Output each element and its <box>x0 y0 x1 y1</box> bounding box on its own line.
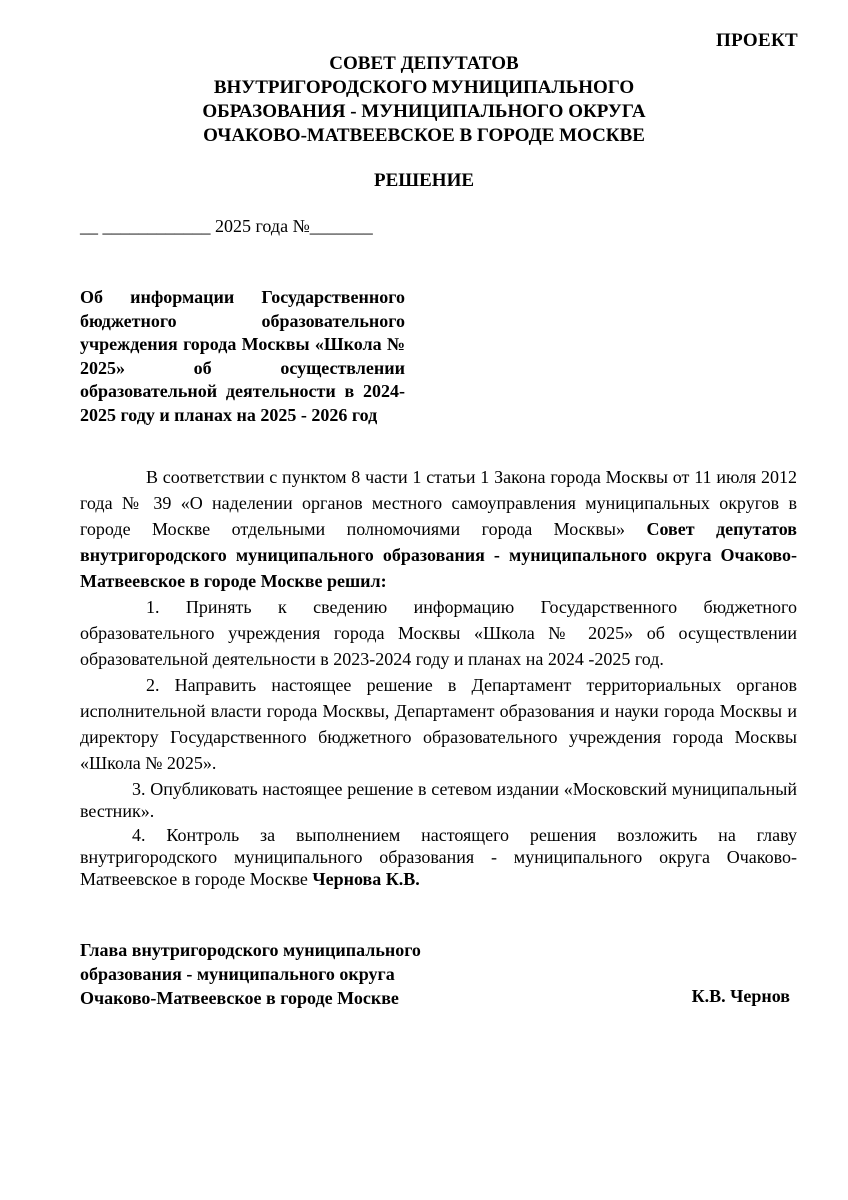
draft-stamp: ПРОЕКТ <box>716 30 798 51</box>
responsible-person: Чернова К.В. <box>312 869 420 889</box>
organization-line: ОЧАКОВО-МАТВЕЕВСКОЕ В ГОРОДЕ МОСКВЕ <box>203 125 645 146</box>
organization-line: ОБРАЗОВАНИЯ - МУНИЦИПАЛЬНОГО ОКРУГА <box>202 101 646 122</box>
preamble-paragraph <box>80 464 797 594</box>
date-number-line: __ ____________ 2025 года №_______ <box>80 216 373 236</box>
organization-header <box>0 52 848 148</box>
decision-body <box>80 464 797 890</box>
organization-line: СОВЕТ ДЕПУТАТОВ <box>329 53 519 74</box>
decision-item-4 <box>80 824 797 890</box>
organization-line: ВНУТРИГОРОДСКОГО МУНИЦИПАЛЬНОГО <box>213 77 635 98</box>
signature-title-line: образования - муниципального округа <box>80 964 395 984</box>
preamble-resolution: Совет депутатов внутригородского муниципального образования - муниципального округа Очаково-Матвеевское в городе Москве решил: <box>80 519 797 591</box>
signature-block <box>80 938 421 1010</box>
decision-subject: Об информации Государственного бюджетного образовательного учреждения города Москвы «Школа № 2025» об осуществлении образовательной деятельности в 2024-2025 году и планах на 2025 - 2026 год <box>80 287 405 425</box>
decision-item-1: 1. Принять к сведению информацию Государственного бюджетного образовательного учреждения города Москвы «Школа № 2025» об осуществлении образовательной деятельности в 2023-2024 году и планах на 2024 -2025 год. <box>80 597 797 669</box>
document-type-title: РЕШЕНИЕ <box>373 170 475 191</box>
signature-title-line: Глава внутригородского муниципального <box>80 940 421 960</box>
decision-item-4-text: 4. Контроль за выполнением настоящего решения возложить на главу внутригородского муниципального образования - муниципального округа Очаково-Матвеевское в городе Москве <box>80 825 797 889</box>
signatory-name: К.В. Чернов <box>691 986 790 1006</box>
decision-item-3: 3. Опубликовать настоящее решение в сетевом издании «Московский муниципальный вестник». <box>80 779 797 821</box>
decision-item-2: 2. Направить настоящее решение в Департамент территориальных органов исполнительной власти города Москвы, Департамент образования и науки города Москвы и директору Государственного бюджетного образовательного учреждения города Москвы «Школа № 2025». <box>80 675 797 773</box>
signature-title-line: Очаково-Матвеевское в городе Москве <box>80 988 399 1008</box>
preamble-text: В соответствии с пунктом 8 части 1 статьи 1 Закона города Москвы от 11 июля 2012 года № 39 «О наделении органов местного самоуправления муниципальных округов в городе Москве отдельными полномочиями города Москвы» <box>80 467 797 539</box>
